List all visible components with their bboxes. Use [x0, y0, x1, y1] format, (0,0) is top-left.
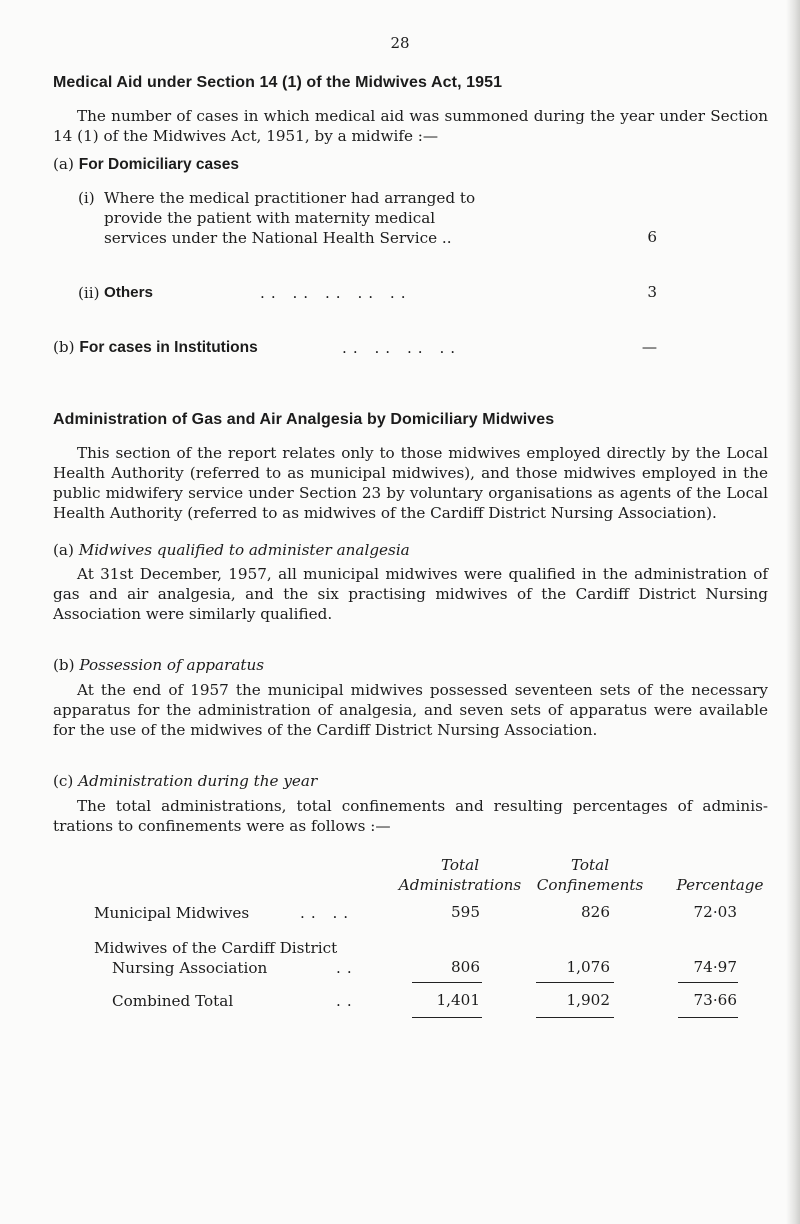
section1-i-line3: services under the National Health Service .. — [104, 229, 452, 247]
section1-ii-value: 3 — [647, 283, 657, 301]
col-header-percentage: Percentage — [676, 876, 764, 894]
section1-b-title: For cases in Institutions — [79, 339, 258, 356]
col-header-administrations: Total Administrations — [398, 856, 522, 894]
rule-above-total-admin — [412, 982, 482, 983]
row2-label-line2: Nursing Association — [112, 959, 268, 977]
total-dots: .. — [336, 992, 358, 1010]
row1-label: Municipal Midwives — [94, 904, 250, 922]
row1-dots: .. .. — [300, 904, 355, 922]
rule-above-total-pct — [678, 982, 738, 983]
section2-c-header — [53, 772, 317, 790]
section1-i-label: (i) — [78, 189, 95, 207]
section1-b-value: — — [641, 338, 657, 356]
row1-confinements: 826 — [581, 903, 610, 921]
section2-a-title: Midwives qualified to administer analgesia — [78, 541, 410, 559]
section1-ii-label: (ii) — [78, 284, 100, 302]
section1-a-header — [53, 155, 239, 174]
section2-b-label: (b) — [53, 656, 75, 674]
section2-c-text: The total administrations, total confinements and resulting percentages of adminis- trations to confinements were as follows :— — [53, 797, 768, 835]
section2-intro: This section of the report relates only to those midwives employed directly by the Local Health Authority (referred to as municipal midwives), and those midwives employed in the public midwifery service under Section 23 by voluntary organisations as agents of the Local Health Authority (referred to as midwives of the Cardiff District Nursing Association). — [53, 444, 768, 522]
section1-ii-dots: .. .. .. .. .. — [260, 284, 412, 302]
row2-percentage: 74·97 — [693, 958, 737, 976]
total-label: Combined Total — [112, 992, 234, 1010]
row2-dots: .. — [336, 959, 358, 977]
section2-a-label: (a) — [53, 541, 74, 559]
col-header-confinements: Total Confinements — [536, 856, 644, 894]
section1-b-header — [53, 338, 258, 357]
section1-ii-text: Others — [104, 284, 153, 301]
row2-administrations: 806 — [451, 958, 480, 976]
row2-label-line1: Midwives of the Cardiff District — [94, 939, 338, 957]
section1-b-label: (b) — [53, 338, 75, 356]
rule-below-total-conf — [536, 1017, 614, 1018]
section2-b-title: Possession of apparatus — [79, 656, 265, 674]
page-number: 28 — [390, 34, 410, 52]
total-administrations: 1,401 — [436, 991, 480, 1009]
section1-a-title: For Domiciliary cases — [78, 156, 239, 173]
section2-heading: Administration of Gas and Air Analgesia by Domiciliary Midwives — [53, 411, 555, 428]
section1-heading: Medical Aid under Section 14 (1) of the Midwives Act, 1951 — [53, 74, 503, 91]
row1-administrations: 595 — [451, 903, 480, 921]
section1-a-label: (a) — [53, 155, 74, 173]
section2-a-header — [53, 541, 410, 559]
section2-b-header — [53, 656, 264, 674]
section1-i-line2: provide the patient with maternity medical — [104, 209, 436, 227]
section1-i-value: 6 — [647, 228, 657, 246]
section2-b-text: At the end of 1957 the municipal midwives possessed seventeen sets of the necessary apparatus for the administration of analgesia, and seven sets of apparatus were available for the use of the midwives of the Cardiff District Nursing Association. — [53, 681, 768, 739]
page-edge-shadow — [786, 0, 800, 1224]
row2-confinements: 1,076 — [566, 958, 610, 976]
section1-i-line1: Where the medical practitioner had arranged to — [104, 189, 476, 207]
section2-a-text: At 31st December, 1957, all municipal midwives were qualified in the administration of gas and air analgesia, and the six practising midwives of the Cardiff District Nursing Association were similarly qualified. — [53, 565, 768, 623]
total-percentage: 73·66 — [693, 991, 737, 1009]
rule-below-total-admin — [412, 1017, 482, 1018]
section1-intro: The number of cases in which medical aid was summoned during the year under Section 14 (1) of the Midwives Act, 1951, by a midwife :— — [53, 107, 768, 145]
rule-above-total-conf — [536, 982, 614, 983]
total-confinements: 1,902 — [566, 991, 610, 1009]
section2-c-title: Administration during the year — [78, 772, 318, 790]
row1-percentage: 72·03 — [693, 903, 737, 921]
rule-below-total-pct — [678, 1017, 738, 1018]
section1-b-dots: .. .. .. .. — [342, 339, 462, 357]
section2-c-label: (c) — [53, 772, 74, 790]
